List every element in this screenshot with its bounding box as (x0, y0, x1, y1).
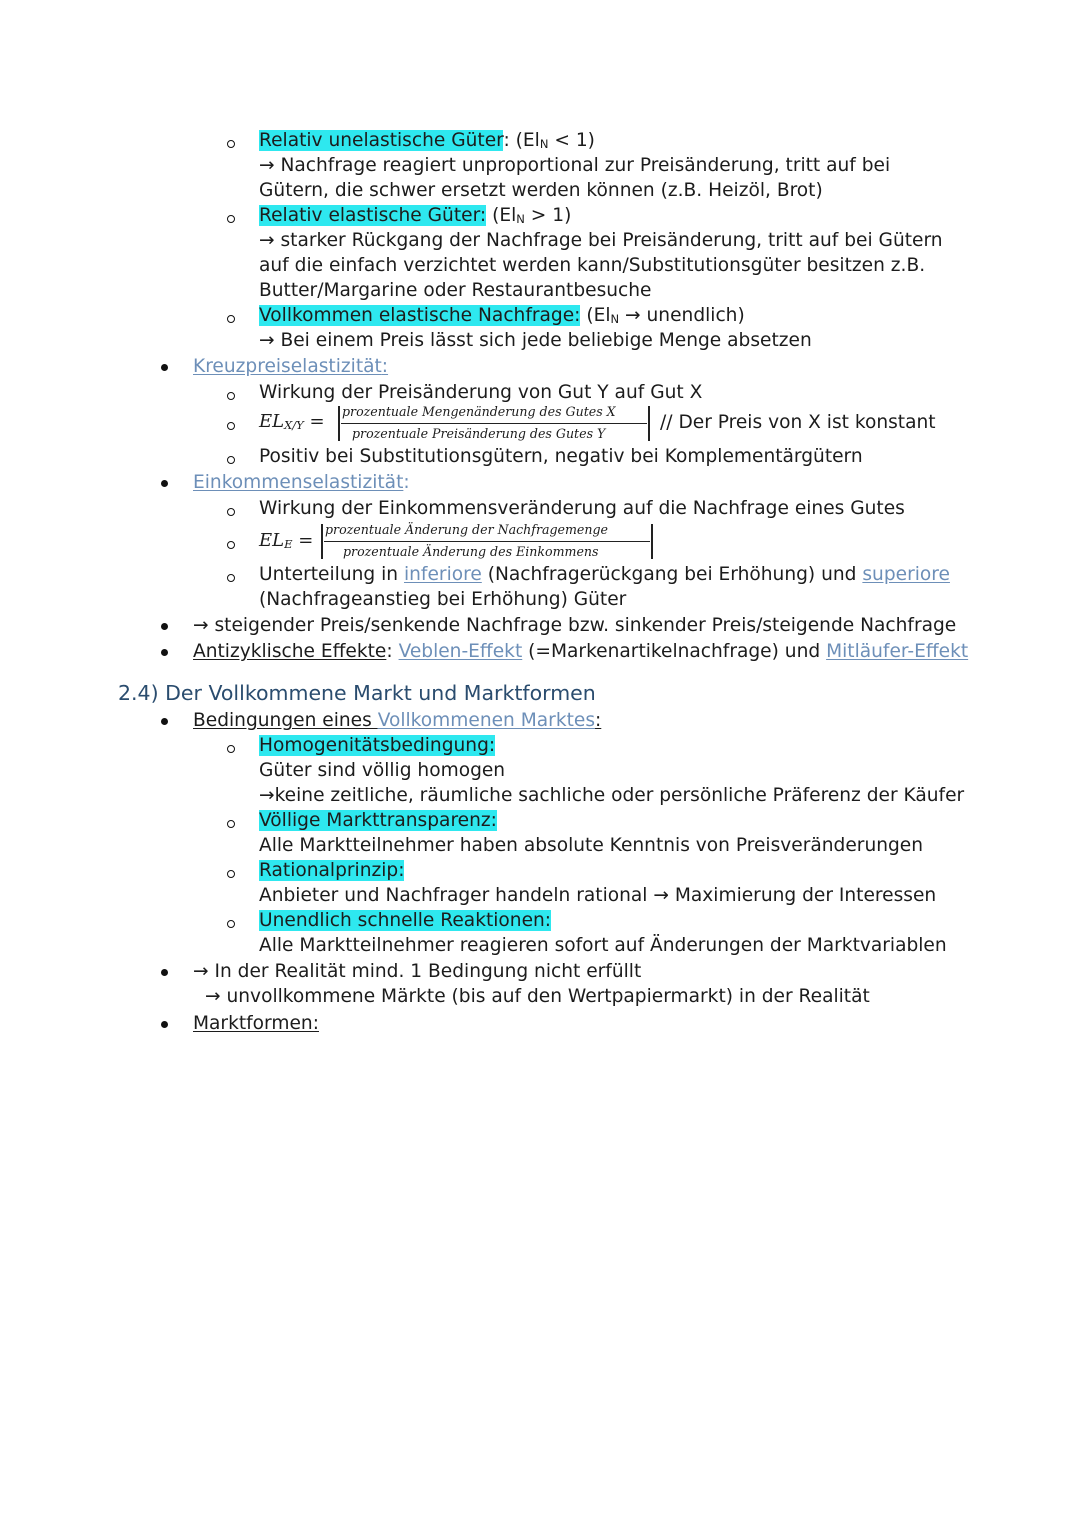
sub-bullet-marker (227, 422, 235, 430)
superiore-link[interactable]: superiore (862, 564, 950, 585)
rel-elastisch-desc-1: → starker Rückgang der Nachfrage bei Preisänderung, tritt auf bei Gütern (259, 230, 943, 251)
vollk-elastisch-title: Vollkommen elastische Nachfrage: (259, 305, 581, 326)
sub-bullet-marker (227, 215, 235, 223)
marktformen-label: Marktformen: (193, 1013, 319, 1034)
sub-bullet-marker (227, 315, 235, 323)
kreuz-comment: // Der Preis von X ist konstant (660, 412, 936, 433)
antizyklisch-label: Antizyklische Effekte (193, 641, 387, 662)
kreuz-formula-lhs: ELX/Y = (259, 411, 325, 432)
einkommen-numerator: prozentuale Änderung der Nachfragemenge (325, 522, 609, 537)
reaktionen-title: Unendlich schnelle Reaktionen: (259, 910, 552, 931)
bullet-marker (161, 969, 168, 976)
bullet-marker (161, 649, 168, 656)
homogenitaet-title: Homogenitätsbedingung: (259, 735, 496, 756)
abs-bar-right (651, 524, 653, 559)
kreuz-denominator: prozentuale Preisänderung des Gutes Y (352, 426, 606, 441)
antizyklisch-bullet: Antizyklische Effekte: Veblen-Effekt (=Markenartikelnachfrage) und Mitläufer-Effekt (193, 641, 969, 662)
einkommen-link[interactable]: Einkommenselastizität (193, 472, 404, 493)
bullet-marker (161, 480, 168, 487)
sub-bullet-marker (227, 920, 235, 928)
bedingungen-line: Bedingungen eines Vollkommenen Marktes: (193, 710, 602, 731)
preis-nachfrage-bullet: → steigender Preis/senkende Nachfrage bzw. sinkender Preis/steigende Nachfrage (193, 615, 957, 636)
sub-bullet-marker (227, 392, 235, 400)
kreuz-item-1: Wirkung der Preisänderung von Gut Y auf Gut X (259, 382, 703, 403)
einkommen-denominator: prozentuale Änderung des Einkommens (343, 544, 599, 559)
rel-unelastisch-line: Relativ unelastische Güter: (ElN < 1) (259, 130, 595, 151)
abs-bar-left (321, 524, 323, 559)
einkommen-formula-lhs: ELE = (259, 530, 314, 551)
rationalprinzip-desc: Anbieter und Nachfrager handeln rational → Maximierung der Interessen (259, 885, 937, 906)
kreuz-item-3: Positiv bei Substitutionsgütern, negativ bei Komplementärgütern (259, 446, 863, 467)
inferiore-link[interactable]: inferiore (403, 564, 482, 585)
homogenitaet-desc-2: →keine zeitliche, räumliche sachliche oder persönliche Präferenz der Käufer (259, 785, 965, 806)
vollk-elastisch-desc: → Bei einem Preis lässt sich jede beliebige Menge absetzen (259, 330, 812, 351)
transparenz-title: Völlige Markttransparenz: (259, 810, 497, 831)
sub-bullet-marker (227, 820, 235, 828)
rel-unelastisch-desc-1: → Nachfrage reagiert unproportional zur Preisänderung, tritt auf bei (259, 155, 891, 176)
bullet-marker (161, 364, 168, 371)
bullet-marker (161, 718, 168, 725)
sub-bullet-marker (227, 140, 235, 148)
rel-unelastisch-desc-2: Gütern, die schwer ersetzt werden können (z.B. Heizöl, Brot) (259, 180, 823, 201)
einkommen-heading: Einkommenselastizität: (193, 472, 410, 493)
sub-bullet-marker (227, 745, 235, 753)
reaktionen-desc: Alle Marktteilnehmer reagieren sofort auf Änderungen der Marktvariablen (259, 935, 947, 956)
section-heading: 2.4) Der Vollkommene Markt und Marktformen (118, 681, 596, 705)
kreuz-numerator: prozentuale Mengenänderung des Gutes X (342, 404, 616, 419)
abs-bar-right (648, 406, 650, 441)
mitlaeufer-link[interactable]: Mitläufer-Effekt (826, 641, 969, 662)
rel-elastisch-desc-3: Butter/Margarine oder Restaurantbesuche (259, 280, 652, 301)
kreuz-link[interactable]: Kreuzpreiselastizität (193, 356, 382, 377)
sub-bullet-marker (227, 541, 235, 549)
rel-elastisch-line: Relativ elastische Güter: (ElN > 1) (259, 205, 572, 226)
vollk-elastisch-line: Vollkommen elastische Nachfrage: (ElN → unendlich) (259, 305, 745, 326)
bullet-marker (161, 1021, 168, 1028)
veblen-link[interactable]: Veblen-Effekt (398, 641, 523, 662)
einkommen-item-3-cont: (Nachfrageanstieg bei Erhöhung) Güter (259, 589, 627, 610)
einkommen-item-3: Unterteilung in inferiore (Nachfragerückgang bei Erhöhung) und superiore (259, 564, 950, 585)
kreuz-heading: Kreuzpreiselastizität: (193, 356, 389, 377)
vollkommener-markt-link[interactable]: Vollkommenen Marktes (377, 710, 596, 731)
rationalprinzip-title: Rationalprinzip: (259, 860, 405, 881)
homogenitaet-desc-1: Güter sind völlig homogen (259, 760, 506, 781)
realitaet-line-2: → unvollkommene Märkte (bis auf den Wertpapiermarkt) in der Realität (205, 986, 870, 1007)
einkommen-fraction-bar (324, 541, 650, 542)
sub-bullet-marker (227, 508, 235, 516)
rel-unelastisch-title: Relativ unelastische Güter (259, 130, 504, 151)
einkommen-item-1: Wirkung der Einkommensveränderung auf die Nachfrage eines Gutes (259, 498, 905, 519)
transparenz-desc: Alle Marktteilnehmer haben absolute Kenntnis von Preisveränderungen (259, 835, 924, 856)
kreuz-fraction-bar (341, 423, 647, 424)
sub-bullet-marker (227, 574, 235, 582)
realitaet-line-1: → In der Realität mind. 1 Bedingung nicht erfüllt (193, 961, 642, 982)
abs-bar-left (338, 406, 340, 441)
bullet-marker (161, 623, 168, 630)
sub-bullet-marker (227, 870, 235, 878)
sub-bullet-marker (227, 456, 235, 464)
rel-elastisch-desc-2: auf die einfach verzichtet werden kann/Substitutionsgüter besitzen z.B. (259, 255, 926, 276)
rel-elastisch-title: Relativ elastische Güter: (259, 205, 487, 226)
